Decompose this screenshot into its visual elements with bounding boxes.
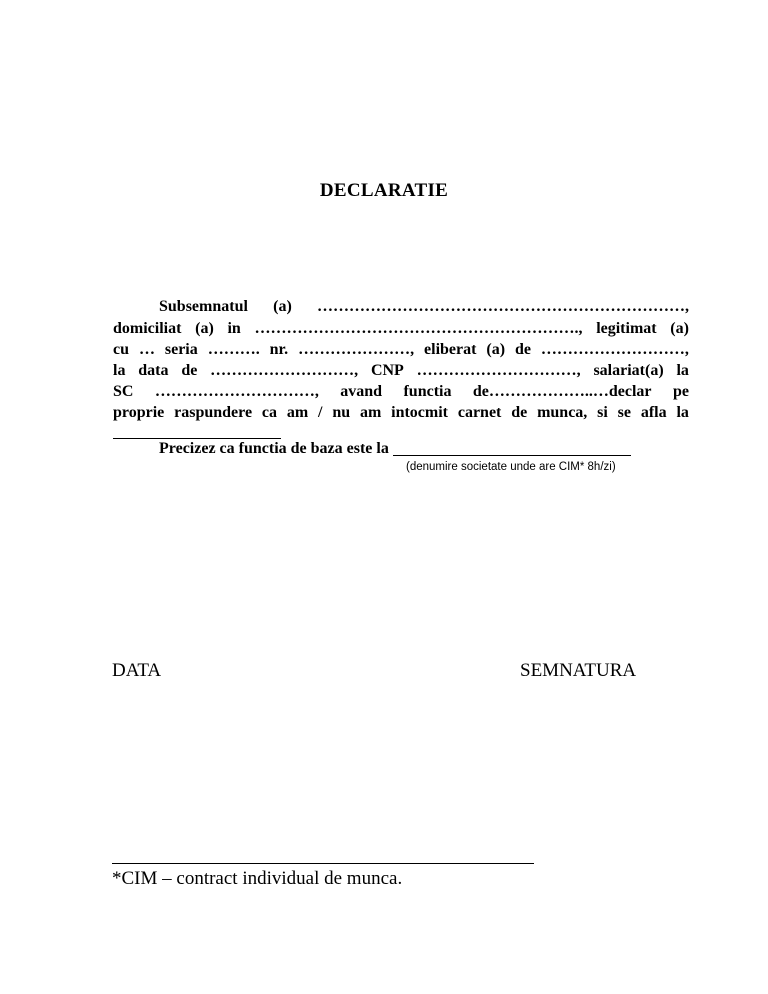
body-word: SC <box>113 383 134 400</box>
body-word: Subsemnatul <box>159 298 248 315</box>
body-word: seria <box>164 341 198 358</box>
body-word: nu <box>332 404 351 421</box>
body-word: ………………………, <box>210 362 359 379</box>
body-word: ……………………………………………………., <box>254 320 583 337</box>
body-word: proprie <box>113 404 165 421</box>
body-line-6-words <box>113 402 689 423</box>
body-line-2-words <box>113 318 689 339</box>
body-word: / <box>318 404 323 421</box>
semnatura-label: SEMNATURA <box>520 660 637 681</box>
body-word: am <box>359 404 382 421</box>
body-word: legitimat <box>596 320 657 337</box>
precizez-text: Precizez ca functia de baza este la <box>159 440 389 457</box>
body-word: afla <box>640 404 667 421</box>
body-word: avand <box>340 383 383 400</box>
footnote-separator <box>112 863 534 864</box>
document-title: DECLARATIE <box>319 180 449 201</box>
body-word: am <box>286 404 309 421</box>
body-line-1 <box>159 296 689 317</box>
body-word: de <box>511 404 528 421</box>
body-word: carnet <box>457 404 502 421</box>
body-word: ………. <box>207 341 260 358</box>
body-word: la <box>676 404 689 421</box>
body-word: raspundere <box>174 404 253 421</box>
body-word: si <box>597 404 608 421</box>
body-word: munca, <box>537 404 588 421</box>
body-line-5 <box>113 381 689 402</box>
precizez-note: (denumire societate unde are CIM* 8h/zi) <box>406 461 616 473</box>
body-word: ……………………………………………………………, <box>316 298 689 315</box>
body-line-1-words <box>159 296 689 317</box>
body-word: ca <box>261 404 277 421</box>
body-word: eliberat <box>424 341 477 358</box>
body-word: la <box>676 362 689 379</box>
body-word: …………………………, <box>416 362 581 379</box>
body-word: domiciliat <box>113 320 182 337</box>
body-line-3-words <box>113 339 689 360</box>
body-line-2 <box>113 318 689 339</box>
body-word: intocmit <box>391 404 448 421</box>
body-word: …………………………, <box>154 383 319 400</box>
body-word: (a) <box>273 298 292 315</box>
body-word: cu <box>113 341 129 358</box>
body-word: la <box>113 362 126 379</box>
footnote: *CIM – contract individual de munca. <box>112 868 403 889</box>
body-word: …………………, <box>298 341 415 358</box>
body-word: CNP <box>370 362 404 379</box>
body-word: salariat(a) <box>593 362 664 379</box>
precizez-line <box>159 440 631 458</box>
body-line-6 <box>113 402 689 423</box>
body-word: de <box>181 362 198 379</box>
body-word: (a) <box>195 320 214 337</box>
body-word: nr. <box>269 341 289 358</box>
precizez-blank <box>393 455 631 456</box>
body-line-4 <box>113 360 689 381</box>
body-word: pe <box>672 383 689 400</box>
body-line-3 <box>113 339 689 360</box>
body-word: ………………………, <box>540 341 689 358</box>
body-word: functia <box>403 383 452 400</box>
data-label: DATA <box>112 660 162 681</box>
body-word: se <box>617 404 631 421</box>
body-word: in <box>227 320 241 337</box>
body-line-5-words <box>113 381 689 402</box>
body-word: … <box>138 341 155 358</box>
body-word: de <box>514 341 531 358</box>
body-word: (a) <box>486 341 506 358</box>
body-line-4-words <box>113 360 689 381</box>
body-word: de………………..…declar <box>472 383 652 400</box>
blank-underline <box>113 438 281 439</box>
body-word: data <box>138 362 169 379</box>
body-word: (a) <box>670 320 689 337</box>
